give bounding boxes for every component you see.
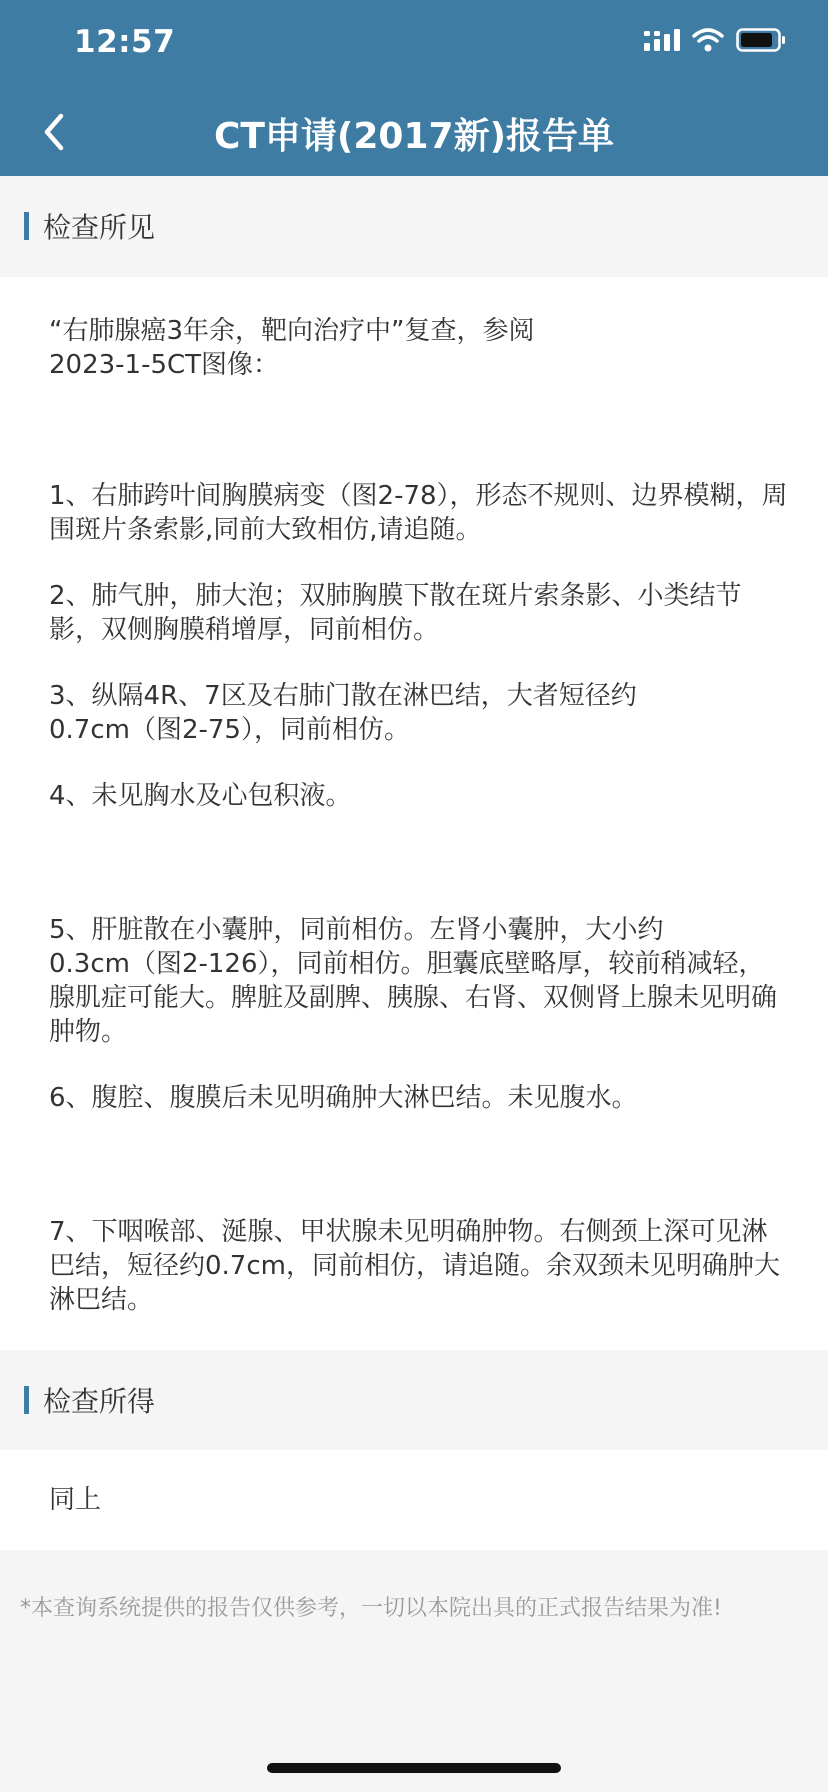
finding-item-2: 2、肺气肿，肺大泡；双肺胸膜下散在斑片索条影、小类结节影，双侧胸膜稍增厚，同前相仿。: [49, 581, 742, 645]
conclusion-text: 同上: [49, 1485, 102, 1515]
finding-item-7: 7、下咽喉部、涎腺、甲状腺未见明确肿物。右侧颈上深可见淋巴结，短径约0.7cm，同前相仿，请追随。余双颈未见明确肿大淋巴结。: [49, 1217, 780, 1315]
app-header: [0, 0, 828, 176]
finding-item-5: 5、肝脏散在小囊肿，同前相仿。左肾小囊肿，大小约 0.3cm（图2-126），同前相仿。胆囊底壁略厚，较前稍减轻，腺肌症可能大。脾脏及副脾、胰腺、右肾、双侧肾上腺未见明确肿物。: [49, 915, 778, 1047]
status-icons: [644, 28, 786, 52]
status-time: 12:57: [74, 24, 176, 60]
page-title: CT申请(2017新)报告单: [213, 116, 615, 157]
chevron-left-icon: [41, 112, 67, 152]
findings-section-header: [0, 176, 828, 276]
back-button[interactable]: [22, 100, 86, 164]
findings-heading: 检查所见: [43, 211, 156, 244]
conclusion-card: [0, 1450, 828, 1550]
findings-card: [0, 277, 828, 1350]
finding-intro: “右肺腺癌3年余，靶向治疗中”复查，参阅 2023-1-5CT图像：: [49, 316, 535, 380]
finding-item-6: 6、腹腔、腹膜后未见明确肿大淋巴结。未见腹水。: [49, 1083, 638, 1113]
conclusion-section-header: [0, 1350, 828, 1450]
wifi-icon: [692, 28, 724, 52]
finding-item-4: 4、未见胸水及心包积液。: [49, 781, 352, 811]
finding-item-3: 3、纵隔4R、7区及右肺门散在淋巴结，大者短径约 0.7cm（图2-75），同前相仿。: [49, 681, 637, 745]
cellular-signal-icon: [644, 29, 680, 51]
battery-icon: [736, 28, 786, 52]
disclaimer-text: *本查询系统提供的报告仅供参考，一切以本院出具的正式报告结果为准!: [20, 1596, 722, 1621]
section-accent-bar: [24, 1386, 29, 1414]
conclusion-heading: 检查所得: [43, 1385, 156, 1418]
section-accent-bar: [24, 212, 29, 240]
finding-item-1: 1、右肺跨叶间胸膜病变（图2-78），形态不规则、边界模糊，周围斑片条索影,同前大致相仿,请追随。: [49, 481, 788, 545]
home-indicator[interactable]: [267, 1763, 561, 1773]
